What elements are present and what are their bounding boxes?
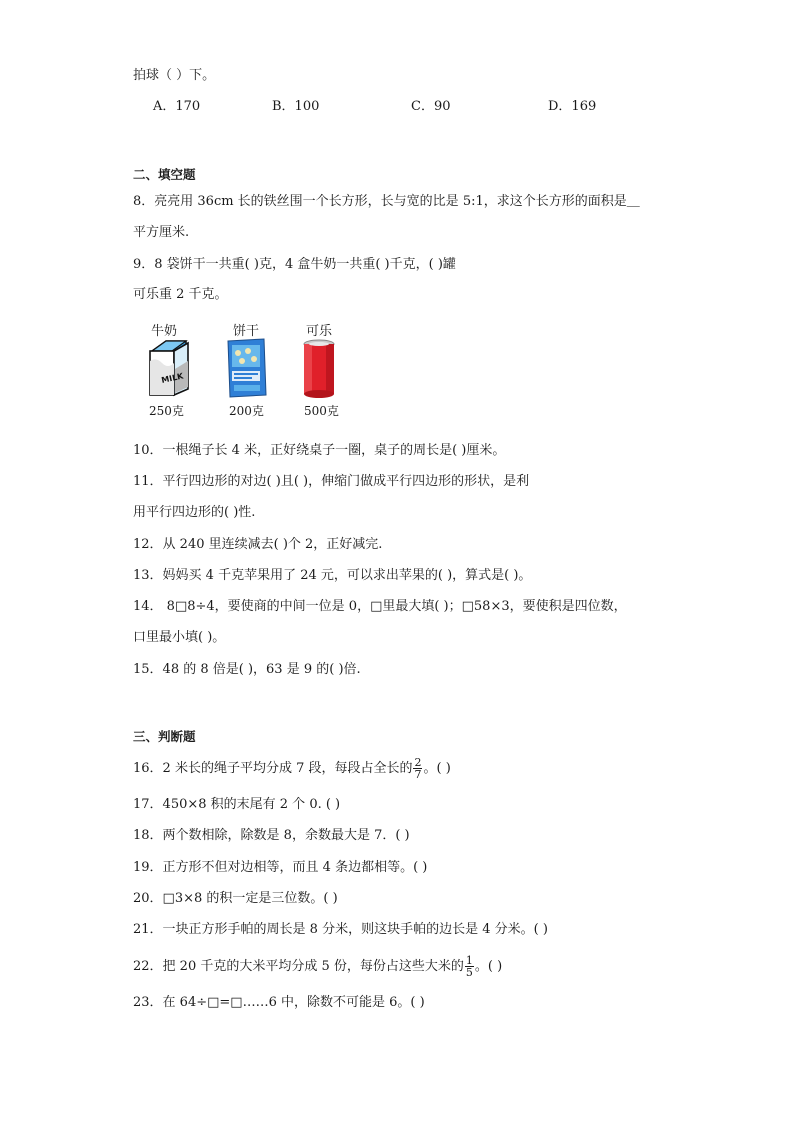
section-2-title: 二、填空题 <box>133 167 196 182</box>
q15: 15．48 的 8 倍是( )，63 是 9 的( )倍. <box>133 662 361 677</box>
q16 <box>133 757 451 780</box>
q10: 10．一根绳子长 4 米，正好绕桌子一圈，桌子的周长是( )厘米。 <box>133 443 506 458</box>
q21: 21．一块正方形手帕的周长是 8 分米，则这块手帕的边长是 4 分米。( ) <box>133 922 548 937</box>
product-label-cola: 可乐 <box>306 324 333 339</box>
q22-blank: 。( ) <box>474 959 503 974</box>
product-weight-milk: 250克 <box>149 404 184 418</box>
q9-line1: 9．8 袋饼干一共重( )克，4 盒牛奶一共重( )千克，( )罐 <box>133 257 456 272</box>
q18: 18．两个数相除，除数是 8，余数最大是 7．( ) <box>133 828 410 843</box>
product-label-biscuit: 饼干 <box>233 324 260 339</box>
svg-text:MILK: MILK <box>160 371 185 385</box>
q14-line2: 口里最小填( )。 <box>133 630 226 645</box>
q22-fraction-num: 1 <box>465 954 473 967</box>
milk-carton-icon <box>146 339 192 397</box>
q22-fraction-den: 5 <box>465 966 473 979</box>
q8-line1: 8．亮亮用 36cm 长的铁丝围一个长方形，长与宽的比是 5:1，求这个长方形的面积是＿ <box>133 194 640 209</box>
q22 <box>133 955 502 978</box>
q7-tail: 拍球（ ）下。 <box>133 68 216 83</box>
q23: 23．在 64÷□=□……6 中，除数不可能是 6。( ) <box>133 995 425 1010</box>
product-weight-biscuit: 200克 <box>229 404 264 418</box>
q16-fraction-den: 7 <box>414 768 422 781</box>
q22-text: 22．把 20 千克的大米平均分成 5 份，每份占这些大米的 <box>133 959 464 974</box>
q12: 12．从 240 里连续减去( )个 2，正好减完. <box>133 537 383 552</box>
q13: 13．妈妈买 4 千克苹果用了 24 元，可以求出苹果的( )，算式是( )。 <box>133 568 532 583</box>
q17: 17．450×8 积的末尾有 2 个 0. ( ) <box>133 797 341 812</box>
q22-fraction <box>465 955 474 978</box>
product-label-milk: 牛奶 <box>151 324 178 339</box>
q7-option-b: B．100 <box>272 99 320 114</box>
q11-line1: 11．平行四边形的对边( )且( )，伸缩门做成平行四边形的形状，是利 <box>133 474 530 489</box>
q7-option-d: D．169 <box>548 99 597 114</box>
q19: 19．正方形不但对边相等，而且 4 条边都相等。( ) <box>133 860 428 875</box>
q16-fraction-num: 2 <box>414 756 422 769</box>
q8-line2: 平方厘米. <box>133 225 190 240</box>
biscuit-bag-icon <box>224 337 268 399</box>
q7-option-a: A．170 <box>153 99 201 114</box>
q16-blank: 。( ) <box>423 761 451 776</box>
section-3-title: 三、判断题 <box>133 729 196 744</box>
q9-line2: 可乐重 2 千克。 <box>133 287 228 302</box>
q20: 20．□3×8 的积一定是三位数。( ) <box>133 891 338 906</box>
cola-can-icon <box>301 338 337 400</box>
q11-line2: 用平行四边形的( )性. <box>133 505 256 520</box>
q16-text: 16．2 米长的绳子平均分成 7 段，每段占全长的 <box>133 761 413 776</box>
q14-line1: 14． 8□8÷4，要使商的中间一位是 0，□里最大填( )；□58×3，要使积是四位数， <box>133 599 627 614</box>
q7-option-c: C．90 <box>411 99 451 114</box>
product-weight-cola: 500克 <box>304 404 339 418</box>
q16-fraction <box>413 757 422 780</box>
